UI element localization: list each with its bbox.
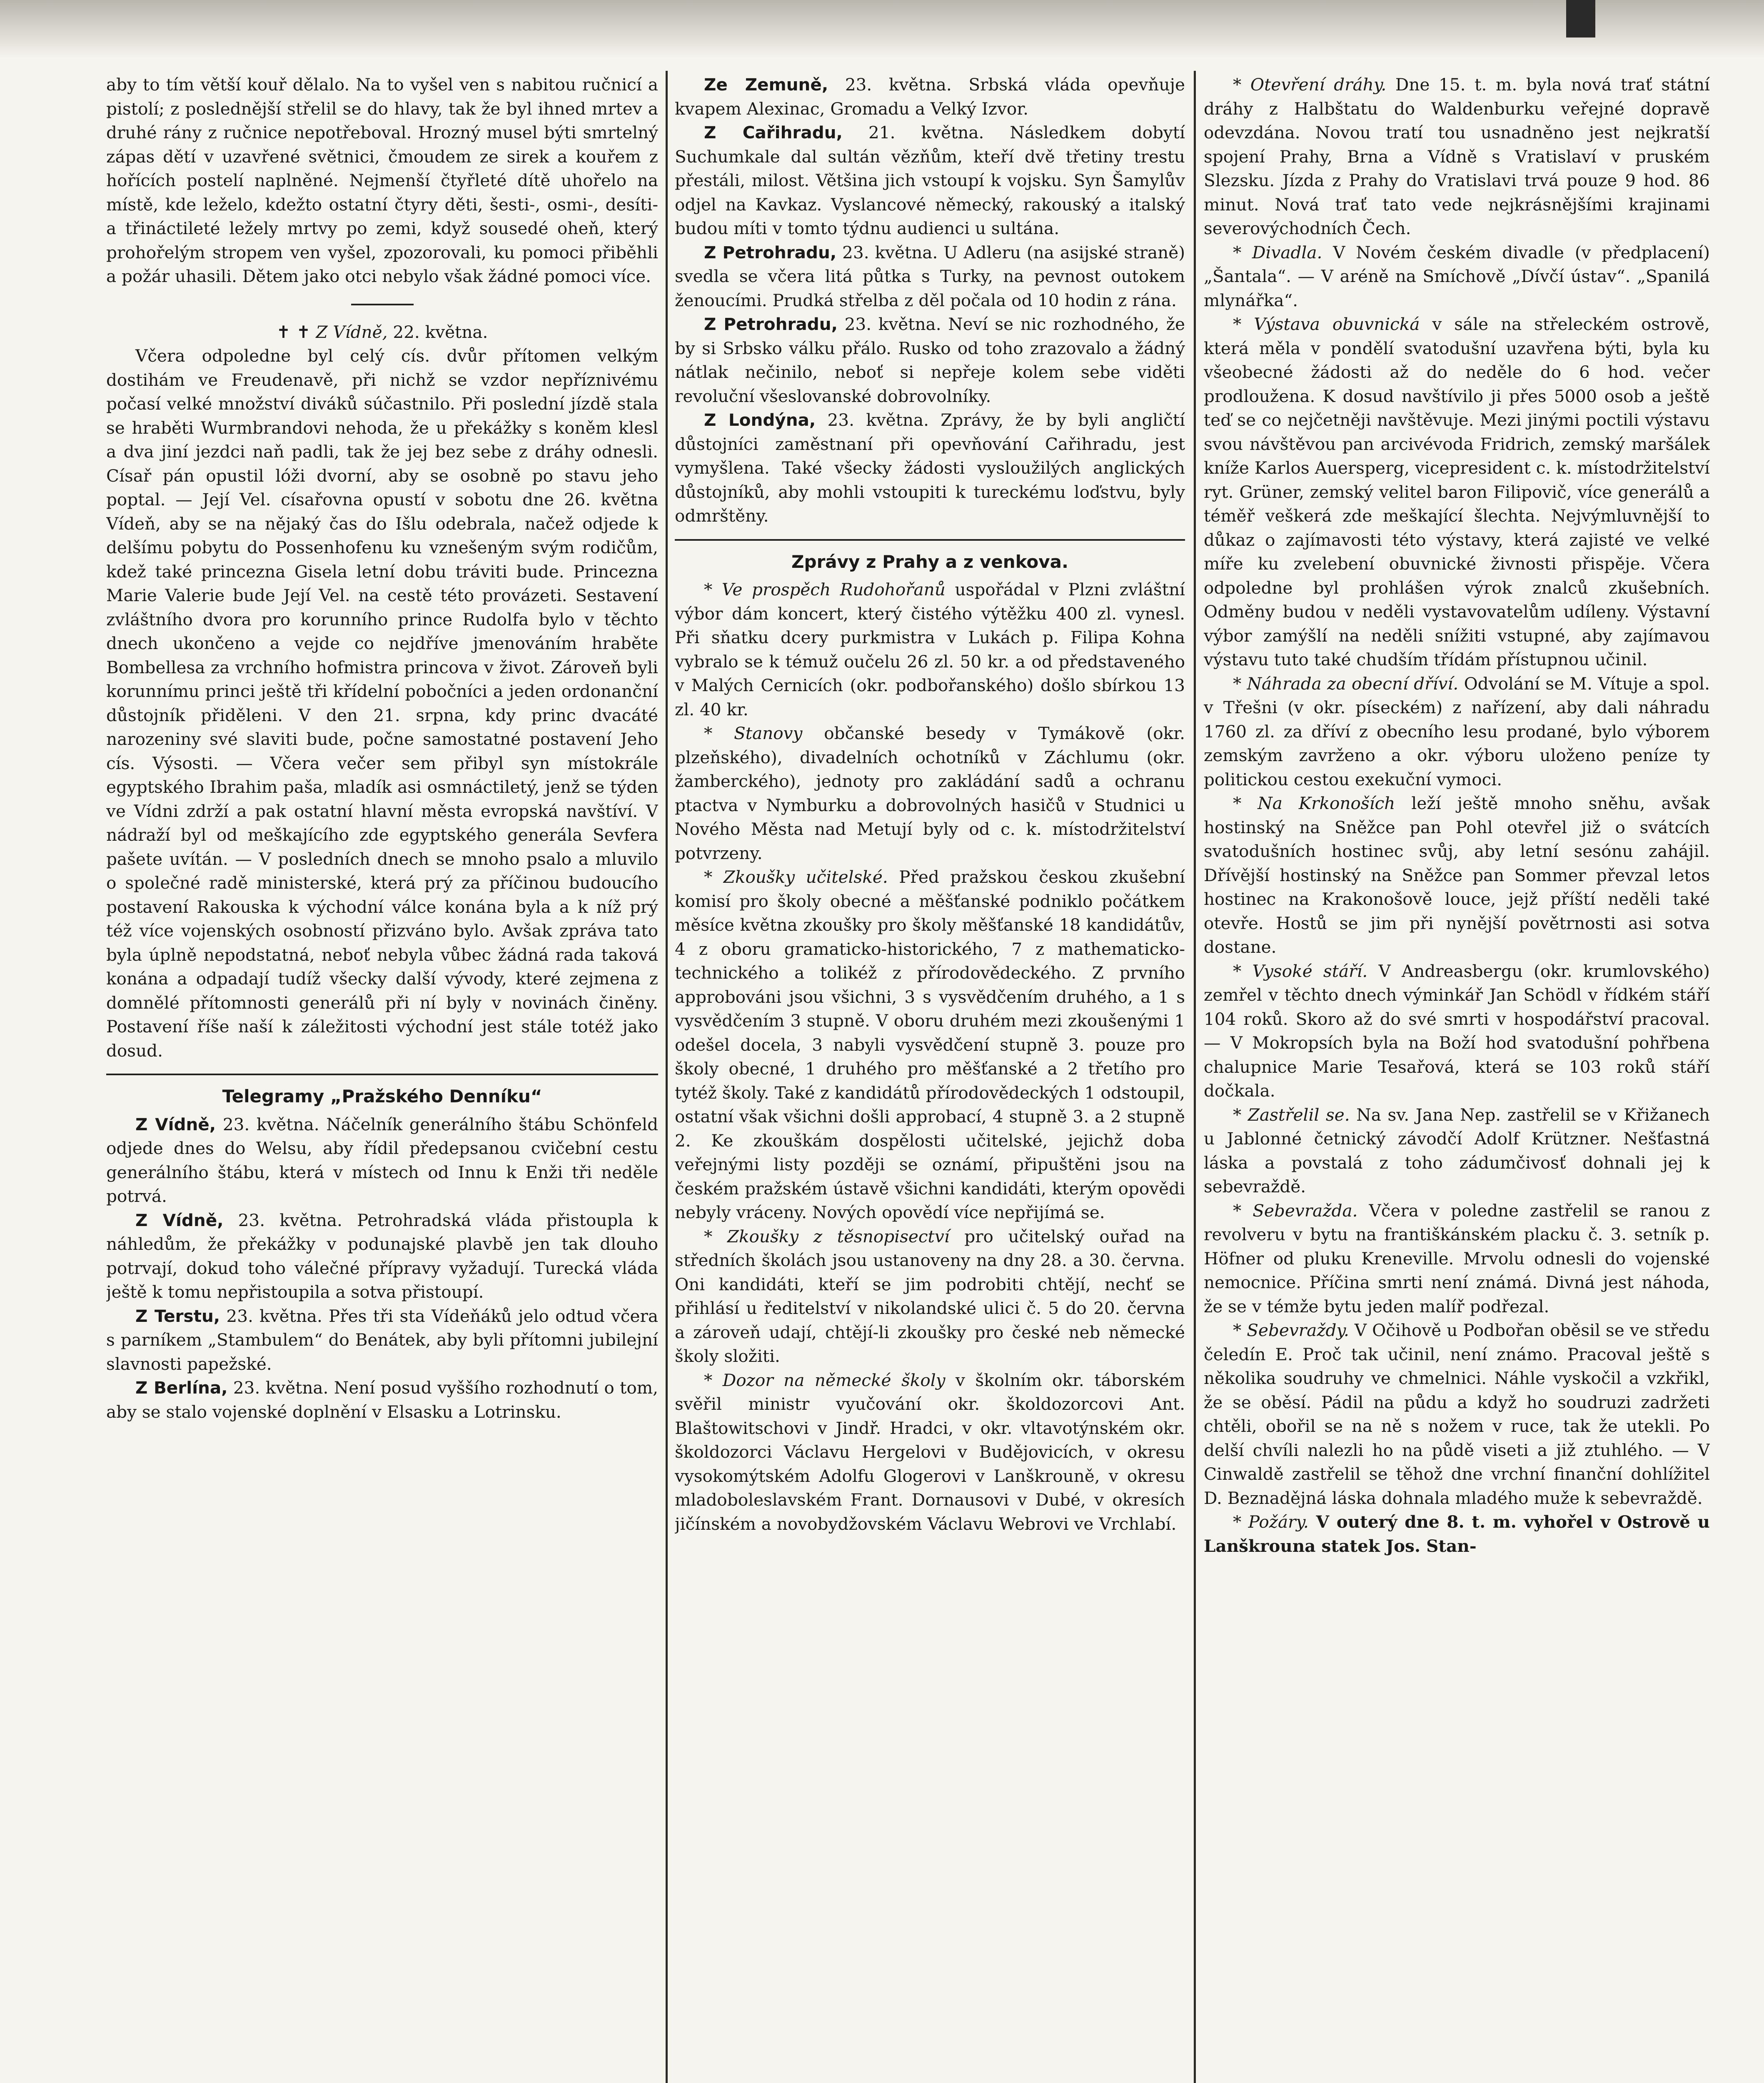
section-rule — [106, 1074, 658, 1075]
news-text: Před pražskou českou zkušební komisí pro školy obecné a měšťanské podniklo počátkem měsíce května zkoušky pro školy měšťanské 18 kandidátův, 4 z oboru gramaticko-historického, 7 z mathematicko-technického a tolikéž z přírodovědeckého. Z prvního approbováni jsou všichni, 3 s vysvědčením druhého, a 1 s vysvědčením 3 stupně. V oboru druhém mezi zkoušenými 1 odešel docela, 3 nabyli vysvědčení stupně 3. pouze pro školy obecné, 1 druhého pro měšťanské a 2 třetího pro tytéž školy. Také z kandidátů přírodovědeckých 1 odstoupil, ostatní však všichni došli approbací, 4 stupně 3. a 2 stupně 2. Ke zkouškám dospělosti učitelské, jejichž doba veřejnými listy později se oznámí, připuštěni jsou na českém pražském ústavě všichni kandidáti, kterým opovědi nebyly vráceny. Nových opovědí více nepřijímá se. — [675, 867, 1185, 1222]
news-title: * Sebevražda. — [1233, 1200, 1358, 1221]
telegram-item — [675, 408, 1185, 528]
dateline-vienna — [106, 320, 658, 345]
telegram-item — [106, 1304, 658, 1376]
news-item — [1204, 1103, 1710, 1199]
telegram-item — [106, 1113, 658, 1209]
news-title: * Stanovy — [704, 723, 803, 743]
news-item — [1204, 312, 1710, 672]
telegram-item — [106, 1376, 658, 1424]
news-title: * Zkoušky učitelské. — [704, 867, 888, 887]
scan-top-edge — [0, 0, 1764, 58]
news-text: V Novém českém divadle (v předplacení) „Šantala“. — V aréně na Smíchově „Dívčí ústav“. „Spanilá mlynářka“. — [1204, 242, 1710, 310]
news-text: Dne 15. t. m. byla nová trať státní dráhy z Halbštatu do Waldenburku veřejné dopravě odevzdána. Novou tratí tou usnadněno jest nejkratší spojení Prahy, Brna a Vídně s Vratislaví v pruském Slezsku. Jízda z Prahy do Vratislavi trvá pouze 9 hod. 86 minut. Nová trať tato vede nejkrásnějšími krajinami severovýchodních Čech. — [1204, 75, 1710, 238]
news-text: v školním okr. táborském svěřil ministr vyučování okr. školdozorcovi Ant. Blaštowitschovi v Jindř. Hradci, v okr. vltavotýnském okr. školdozorci Václavu Hergelovi v Budějovicích, v okresu vysokomýtském Adolfu Glogerovi v Lanškrouně, v okresu mladoboleslavském Frant. Dornausovi v Dubé, v okresích jičínském a novobydžovském Václavu Webrovi ve Vrchlabí. — [675, 1370, 1185, 1534]
article-continuation: aby to tím větší kouř dělalo. Na to vyšel ven s nabitou ručnicí a pistolí; z poslednější střelil se do hlavy, tak že byl ihned mrtev a druhé rány z ručnice nepotřeboval. Hrozný musel býti smrtelný zápas dětí v uzavřené světnici, čmoudem ze sirek a kouřem z hořících postelí naplněné. Nejmenší čtyřleté dítě uhořelo na místě, kde leželo, kdežto ostatní čtyry děti, šesti-, osmi-, desíti- a třináctileté ležely mrtvy po zemi, když sousedé oheň, který prohořelým stropem ven vyšel, zpozorovali, ku pomoci přiběhli a požár uhasili. Dětem jako otci nebylo však žádné pomoci více. — [106, 75, 658, 286]
telegram-item — [675, 73, 1185, 121]
news-title: * Ve prospěch Rudohořanů — [704, 579, 946, 599]
dateline-place: Z Vídně, — [316, 322, 388, 342]
telegram-place: Z Vídně, — [135, 1114, 216, 1134]
news-item — [1204, 73, 1710, 241]
news-text: V Andreasbergu (okr. krumlovského) zemřel v těchto dnech výminkář Jan Schödl v řídkém stáří 104 roků. Skoro až do své smrti v hospodářství pracoval. — V Mokropsích byla na Boží hod svatodušní pohřbena chalupnice Marie Tesařová, která se 103 roků stáří dočkala. — [1204, 961, 1710, 1101]
obituary-crosses: ✝ ✝ — [276, 322, 311, 342]
news-item — [1204, 241, 1710, 313]
news-item — [675, 722, 1185, 865]
news-text: V Očihově u Podbořan oběsil se ve středu čeledín E. Proč tak učinil, není známo. Pracoval ještě s několika soudruhy ve chmelnici. Náhle vyskočil a vzkřikl, že se oběsí. Pádil na půdu a když ho soudruzi zadržeti chtěli, obořil se na ně s nožem v ruce, tak že utekli. Po delší chvíli nalezli ho na půdě viseti a již ztuhlého. — V Cinwaldě zastřelil se těhož dne vrchní finanční dohlížitel D. Beznadějná láska dohnala mladého muže k sebevraždě. — [1204, 1320, 1710, 1508]
telegram-text: 23. května. Neví se nic rozhodného, že by si Srbsko válku přálo. Rusko od toho zrazovalo a žádný nátlak nečinilo, neboť si nepřeje kolem sebe viděti revoluční všeslovanské dobrovolníky. — [675, 314, 1185, 406]
telegram-place: Z Vídně, — [135, 1210, 224, 1230]
telegrams-heading: Telegramy „Pražského Denníku“ — [222, 1086, 542, 1106]
news-text: pro učitelský ouřad na středních školách jsou ustanoveny na dny 28. a 30. června. Oni kandidáti, kteří se jim podrobiti chtějí, nechť se přihlásí u ředitelství v nikolandské ulici č. 5 do 20. června a zároveň udají, chtějí-li zkoušky pro české neb německé školy složiti. — [675, 1226, 1185, 1366]
column-1 — [106, 73, 658, 2083]
news-title: * Zkoušky z těsnopisectví — [704, 1226, 950, 1246]
news-title: * Náhrada za obecní dříví. — [1233, 673, 1459, 694]
news-title: * Vysoké stáří. — [1233, 961, 1368, 981]
telegram-place: Z Londýna, — [704, 410, 816, 430]
news-title: * Požáry. — [1233, 1512, 1309, 1532]
news-title: * Divadla. — [1233, 242, 1322, 262]
news-item — [1204, 959, 1710, 1103]
news-text: V outerý dne 8. t. m. vyhořel v Ostrově u Lanškrouna statek Jos. Stan- — [1204, 1512, 1710, 1556]
news-item — [1204, 672, 1710, 792]
telegram-place: Z Petrohradu, — [704, 242, 837, 262]
separator — [351, 304, 414, 305]
news-item — [1204, 1199, 1710, 1319]
telegram-place: Z Berlína, — [135, 1378, 228, 1398]
telegram-place: Z Cařihradu, — [704, 122, 843, 142]
news-item — [675, 865, 1185, 1225]
telegram-place: Ze Zemuně, — [704, 75, 828, 95]
scan-artifact — [1566, 0, 1595, 37]
telegram-text: 23. května. Petrohradská vláda přistoupla k náhledům, že překážky v podunajské plavbě jen tak dlouho potrvají, dokud toho válečné přípravy vyžadují. Turecká vláda ještě k tomu nepřistoupila a sotva přistoupí. — [106, 1210, 658, 1302]
news-text: Včera v poledne zastřelil se ranou z revolveru v bytu na františkánském placku č. 3. setník p. Höfner od pluku Kreneville. Mrvolu odnesli do vojenské nemocnice. Příčina smrti není známá. Divná jest náhoda, že se v témže bytu jeden malíř podřezal. — [1204, 1200, 1710, 1316]
telegram-text: 23. května. Není posud vyššího rozhodnutí o tom, aby se stalo vojenské doplnění v Elsasku a Lotrinsku. — [106, 1378, 658, 1422]
article-vienna-court: Včera odpoledne byl celý cís. dvůr přítomen velkým dostihám ve Freudenavě, při nichž se vzdor nepříznivému počasí velké množství diváků súčastnilo. Při poslední jízdě stala se hraběti Wurmbrandovi nehoda, že u překážky s koněm klesl a dva jiní jezdci naň padli, tak že jej bez sebe z dráhy odnesli. Císař pán opustil lóži dvorní, aby se osobně po stavu jeho poptal. — Její Vel. císařovna opustí v sobotu dne 26. května Vídeň, aby se na nějaký čas do Išlu odebrala, načež odjede k delšímu pobytu do Possenhofenu ku vznešeným svým rodičům, kdež také princezna Gisela letní dobu tráviti bude. Princezna Marie Valerie bude Její Vel. na cestě této provázeti. Sestavení zvláštního dvora pro korunního prince Rudolfa bylo v těchto dnech ukončeno a vejde co nejdříve jmenováním hraběte Bombellesa za vrchního hofmistra princova v život. Zároveň byli korunnímu princi ještě tři křídelní pobočníci a jeden ordonanční důstojník přiděleni. V den 21. srpna, kdy princ dvacáté narozeniny své slaviti bude, počne samostatné postavení Jeho cís. Výsosti. — Včera večer sem přibyl syn místokrále egyptského Ibrahim paša, mladík asi osmnáctiletý, jenž se týden ve Vídni zdrží a pak ostatní hlavní města evropská navštíví. V nádraží byl od meškajícího zde egyptského generála Sevfera pašete uvítán. — V posledních dnech se mnoho psalo a mluvilo o společné radě ministerské, která prý za příčinou budoucího postavení Rakouska k východní válce konána byla a k níž prý též více vojenských osobností přizváno bylo. Avšak zpráva tato byla úplně nepodstatná, neboť nebyla vůbec žádná rada taková konána a odpadají tudíž všecky další vývody, které zejmena z domnělé přítomnosti generálů při ní byly v novinách činěny. Postavení říše naší k záležitosti východní jest stále totéž jako dosud. — [106, 346, 658, 1061]
news-text: v sále na střeleckém ostrově, která měla v pondělí svatodušní uzavřena býti, byla ku všeobecné žádosti až do neděle do 6 hod. večer prodloužena. K dosud navštívilo ji přes 5000 osob a ještě teď se co nejčetněji navštěvuje. Mezi jinými poctili výstavu svou návštěvou pan arcivévoda Fridrich, zemský maršálek kníže Karlos Auersperg, vicepresident c. k. místodržitelství ryt. Grüner, zemský velitel baron Filipovič, více generálů a téměř veškerá zde meškající šlechta. Nejvýmluvnější to důkaz o zajímavosti této výstavy, která zajisté ve velké míře ku zvelebení obuvnické živnosti přispěje. Včera odpoledne byl prohlášen výrok znalců zkušebních. Odměny budou v neděli vystavovatelům udíleny. Výstavní výbor zamýšlí na neděli snížiti vstupné, aby zajímavou výstavu tuto také chudším třídám přístupnou učinil. — [1204, 314, 1710, 669]
telegram-item — [675, 312, 1185, 408]
column-3 — [1204, 73, 1710, 2083]
dateline-date: 22. května. — [393, 322, 488, 342]
news-item — [675, 1369, 1185, 1536]
news-title: * Výstava obuvnická — [1233, 314, 1420, 334]
section-rule — [675, 539, 1185, 541]
news-text: občanské besedy v Tymákově (okr. plzeňského), divadelních ochotníků v Záchlumu (okr. žamberckého), jednoty pro zakládání sadů a ochranu ptactva v Nymburku a dobrovolných hasičů v Studnici u Nového Města nad Metují byly od c. k. místodržitelství potvrzeny. — [675, 723, 1185, 863]
news-item — [1204, 792, 1710, 959]
news-title: * Na Krkonoších — [1233, 793, 1395, 813]
telegram-text: 23. května. Zprávy, že by byli angličtí důstojníci zaměstnaní při opevňování Cařihradu, jest vymyšlena. Také všecky žádosti vysloužilých anglických důstojníků, aby mohli vstoupiti k tureckému loďstvu, byly odmrštěny. — [675, 410, 1185, 526]
news-title: * Dozor na německé školy — [704, 1370, 946, 1390]
news-item — [675, 578, 1185, 722]
column-rule-2 — [1194, 71, 1196, 2083]
news-item — [1204, 1319, 1710, 1510]
telegram-item — [106, 1209, 658, 1304]
news-text: Na sv. Jana Nep. zastřelil se v Křižanech u Jablonné četnický závodčí Adolf Krützner. Nešťastná láska a povstalá z toho zádumčivosť dohnali jej k sebevraždě. — [1204, 1104, 1710, 1196]
telegram-text: 23. května. Náčelník generálního štábu Schönfeld odjede dnes do Welsu, aby řídil předepsanou cvičební cestu generálního štábu, která v místech od Innu k Enži tři neděle potrvá. — [106, 1114, 658, 1206]
news-text: Odvolání se M. Vítuje a spol. v Třešni (v okr. píseckém) z nařízení, aby dali náhradu 1760 zl. za dříví z obecního lesu prodané, bylo výborem zemským zavrženo a okr. výboru uloženo peníze ty politickou cestou exekuční vymoci. — [1204, 673, 1710, 789]
news-heading: Zprávy z Prahy a z venkova. — [791, 551, 1068, 572]
telegram-place: Z Terstu, — [135, 1306, 220, 1326]
news-title: * Otevření dráhy. — [1233, 75, 1387, 95]
telegram-item — [675, 121, 1185, 241]
news-title: * Zastřelil se. — [1233, 1104, 1350, 1125]
telegram-item — [675, 241, 1185, 313]
news-title: * Sebevraždy. — [1233, 1320, 1349, 1340]
news-text: uspořádal v Plzni zvláštní výbor dám koncert, který čistého výtěžku 400 zl. vynesl. Při sňatku dcery purkmistra v Lukách p. Filipa Kohna vybralo se k témuž oučelu 26 zl. 50 kr. a od představeného v Malých Cernicích (okr. podbořanského) došlo sbírkou 13 zl. 40 kr. — [675, 579, 1185, 719]
column-rule-1 — [666, 71, 668, 2083]
telegram-place: Z Petrohradu, — [704, 314, 838, 334]
news-item — [1204, 1510, 1710, 1558]
telegram-text: 23. května. U Adleru (na asijské straně) svedla se včera litá půtka s Turky, na pevnost outokem ženoucími. Prudká střelba z děl počala od 10 hodin z rána. — [675, 242, 1185, 310]
column-2 — [675, 73, 1185, 2083]
news-item — [675, 1225, 1185, 1369]
telegram-text: 23. května. Srbská vláda opevňuje kvapem Alexinac, Gromadu a Velký Izvor. — [675, 75, 1185, 119]
telegram-text: 21. května. Následkem dobytí Suchumkale dal sultán vězňům, kteří dvě třetiny trestu přestáli, milost. Většina jich vstoupí k vojsku. Syn Šamylův odjel na Kavkaz. Vyslancové německý, rakouský a italský budou míti v tomto týdnu audienci u sultána. — [675, 122, 1185, 238]
news-text: leží ještě mnoho sněhu, avšak hostinský na Sněžce pan Pohl otevřel již o svátcích svatodušních hostinec svůj, aby letní sesónu zahájil. Dřívější hostinský na Sněžce pan Sommer převzal letos hostinec na Krakonošově louce, jejž příští neděli také otevře. Hostů se jim při nynější povětrnosti asi sotva dostane. — [1204, 793, 1710, 957]
telegram-text: 23. května. Přes tři sta Vídeňáků jelo odtud včera s parníkem „Stambulem“ do Benátek, aby byli přítomni jubilejní slavnosti papežské. — [106, 1306, 658, 1374]
